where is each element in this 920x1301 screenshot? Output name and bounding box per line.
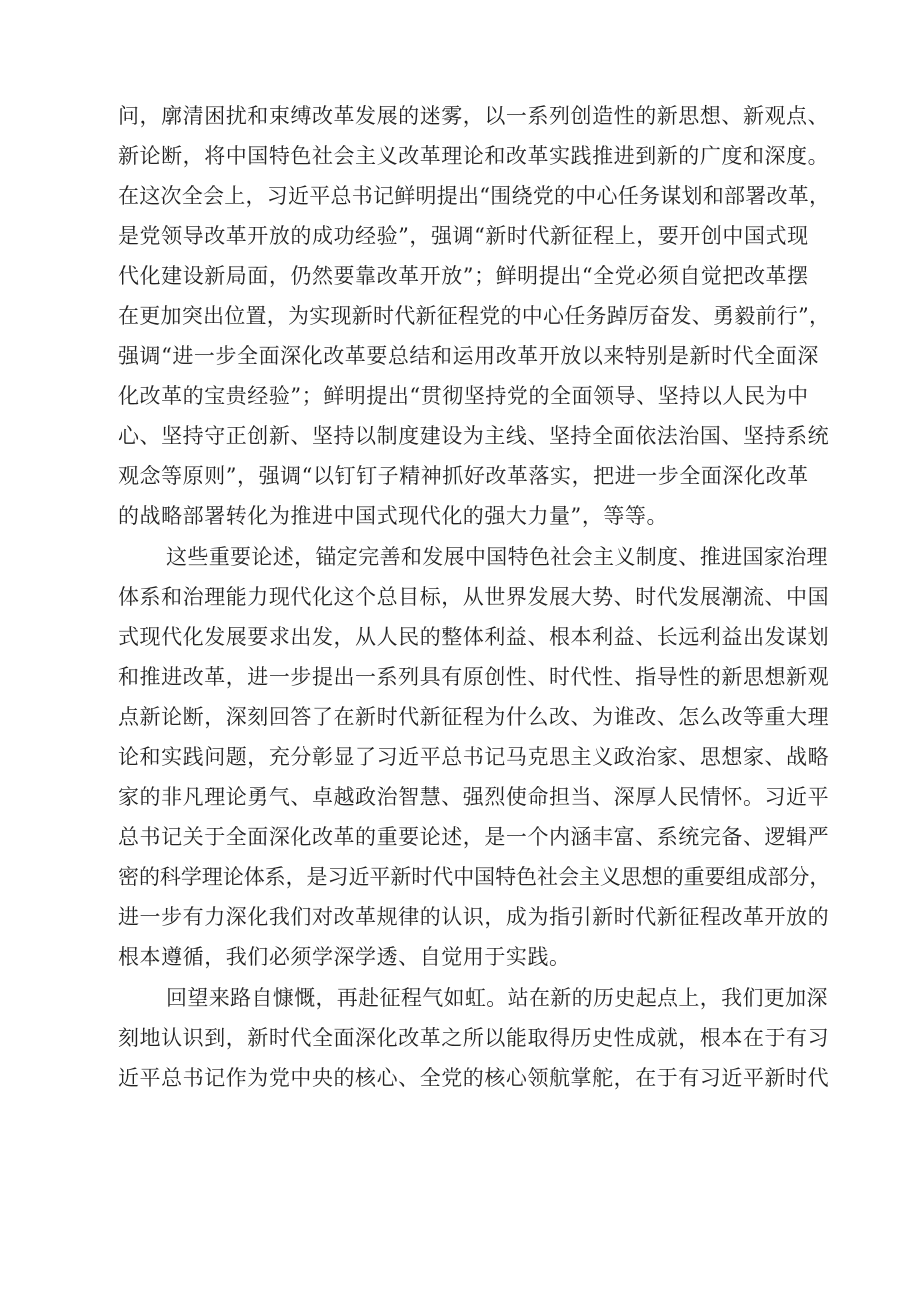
- text-line: 在更加突出位置，为实现新时代新征程党的中心任务踔厉奋发、勇毅前行”，: [118, 304, 831, 328]
- text-line: 心、坚持守正创新、坚持以制度建设为主线、坚持全面依法治国、坚持系统: [118, 424, 830, 448]
- text-line: 总书记关于全面深化改革的重要论述，是一个内涵丰富、系统完备、逻辑严: [118, 825, 830, 849]
- text-line: 体系和治理能力现代化这个总目标，从世界发展大势、时代发展潮流、中国: [118, 585, 830, 609]
- text-line: 点新论断，深刻回答了在新时代新征程为什么改、为谁改、怎么改等重大理: [118, 705, 830, 729]
- text-line: 化改革的宝贵经验”；鲜明提出“贯彻坚持党的全面领导、坚持以人民为中: [118, 384, 809, 408]
- text-line: 进一步有力深化我们对改革规律的认识，成为指引新时代新征程改革开放的: [118, 905, 830, 929]
- text-line: 和推进改革，进一步提出一系列具有原创性、时代性、指导性的新思想新观: [118, 665, 830, 689]
- text-line: 近平总书记作为党中央的核心、全党的核心领航掌舵，在于有习近平新时代: [118, 1066, 830, 1090]
- text-line: 的战略部署转化为推进中国式现代化的强大力量”，等等。: [118, 504, 669, 528]
- text-line: 问，廓清困扰和束缚改革发展的迷雾，以一系列创造性的新思想、新观点、: [118, 104, 830, 128]
- paragraph-start-line: 这些重要论述，锚定完善和发展中国特色社会主义制度、推进国家治理: [166, 545, 828, 569]
- text-line: 式现代化发展要求出发，从人民的整体利益、根本利益、长远利益出发谋划: [118, 625, 830, 649]
- text-line: 代化建设新局面，仍然要靠改革开放”；鲜明提出“全党必须自觉把改革摆: [118, 264, 809, 288]
- paragraph-start-line: 回望来路自慷慨，再赴征程气如虹。站在新的历史起点上，我们更加深: [166, 986, 828, 1010]
- text-line: 家的非凡理论勇气、卓越政治智慧、强烈使命担当、深厚人民情怀。习近平: [118, 785, 830, 809]
- text-line: 在这次全会上，习近平总书记鲜明提出“围绕党的中心任务谋划和部署改革，: [118, 184, 831, 208]
- text-line: 是党领导改革开放的成功经验”，强调“新时代新征程上，要开创中国式现: [118, 224, 809, 248]
- text-line: 刻地认识到，新时代全面深化改革之所以能取得历史性成就，根本在于有习: [118, 1026, 830, 1050]
- text-line: 强调“进一步全面深化改革要总结和运用改革开放以来特别是新时代全面深: [118, 344, 819, 368]
- text-line: 根本遵循，我们必须学深学透、自觉用于实践。: [118, 945, 571, 969]
- text-line: 密的科学理论体系，是习近平新时代中国特色社会主义思想的重要组成部分，: [118, 865, 831, 889]
- text-line: 论和实践问题，充分彰显了习近平总书记马克思主义政治家、思想家、战略: [118, 745, 830, 769]
- document-body: [118, 96, 830, 1098]
- text-line: 观念等原则”，强调“以钉钉子精神抓好改革落实，把进一步全面深化改革: [118, 464, 809, 488]
- text-line: 新论断，将中国特色社会主义改革理论和改革实践推进到新的广度和深度。: [118, 144, 830, 168]
